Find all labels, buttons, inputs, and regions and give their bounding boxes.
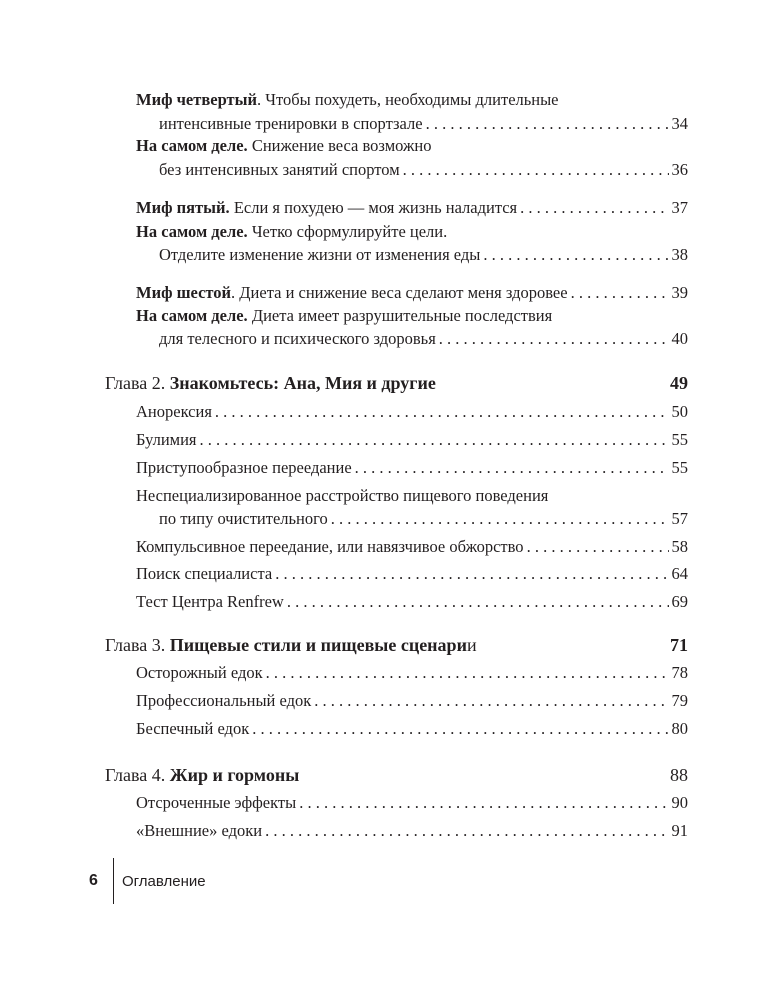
- page-footer: [89, 858, 206, 904]
- toc-entry: Миф пятый. Если я похудею — моя жизнь наладится . . . 37: [136, 198, 688, 218]
- toc-entry: для телесного и психического здоровья . . . 40: [159, 329, 688, 349]
- toc-entry: Миф шестой. Диета и снижение веса сделают меня здоровее . . . 39: [136, 283, 688, 303]
- chapter-heading: Глава 4. Жир и гормоны 88: [105, 765, 688, 785]
- toc-entry: Компульсивное переедание, или навязчивое обжорство . . . 58: [136, 537, 688, 557]
- toc-entry: Тест Центра Renfrew . . . 69: [136, 592, 688, 612]
- toc-entry: Неспециализированное расстройство пищевого поведения: [136, 486, 549, 505]
- toc-entry: На самом деле. Диета имеет разрушительные последствия: [136, 306, 553, 325]
- toc-entry: Миф четвертый. Чтобы похудеть, необходимы длительные: [136, 90, 559, 109]
- toc-entry: Приступообразное переедание . . . 55: [136, 458, 688, 478]
- toc-entry: «Внешние» едоки . . . 91: [136, 821, 688, 841]
- toc-entry: без интенсивных занятий спортом . . . 36: [159, 160, 688, 180]
- chapter-heading: Глава 2. Знакомьтесь: Ана, Мия и другие 49: [105, 373, 688, 393]
- toc-entry: Булимия . . . 55: [136, 430, 688, 450]
- toc-entry: Отделите изменение жизни от изменения еды . . . 38: [159, 245, 688, 265]
- footer-divider: [113, 858, 114, 904]
- toc-entry: Осторожный едок . . . 78: [136, 663, 688, 683]
- toc-entry: Отсроченные эффекты . . . 90: [136, 793, 688, 813]
- toc-entry: Беспечный едок . . . 80: [136, 719, 688, 739]
- page-number: 6: [89, 872, 98, 889]
- toc-entry: Профессиональный едок . . . 79: [136, 691, 688, 711]
- toc-entry: интенсивные тренировки в спортзале . . . 34: [159, 114, 688, 134]
- chapter-heading: Глава 3. Пищевые стили и пищевые сценарии 71: [105, 635, 688, 655]
- toc-entry: Поиск специалиста . . . 64: [136, 564, 688, 584]
- running-title: Оглавление: [122, 872, 206, 890]
- toc-entry: На самом деле. Четко сформулируйте цели.: [136, 222, 448, 241]
- toc-entry: по типу очистительного . . . 57: [159, 509, 688, 529]
- toc-entry: Анорексия . . . 50: [136, 402, 688, 422]
- toc-entry: На самом деле. Снижение веса возможно: [136, 136, 432, 155]
